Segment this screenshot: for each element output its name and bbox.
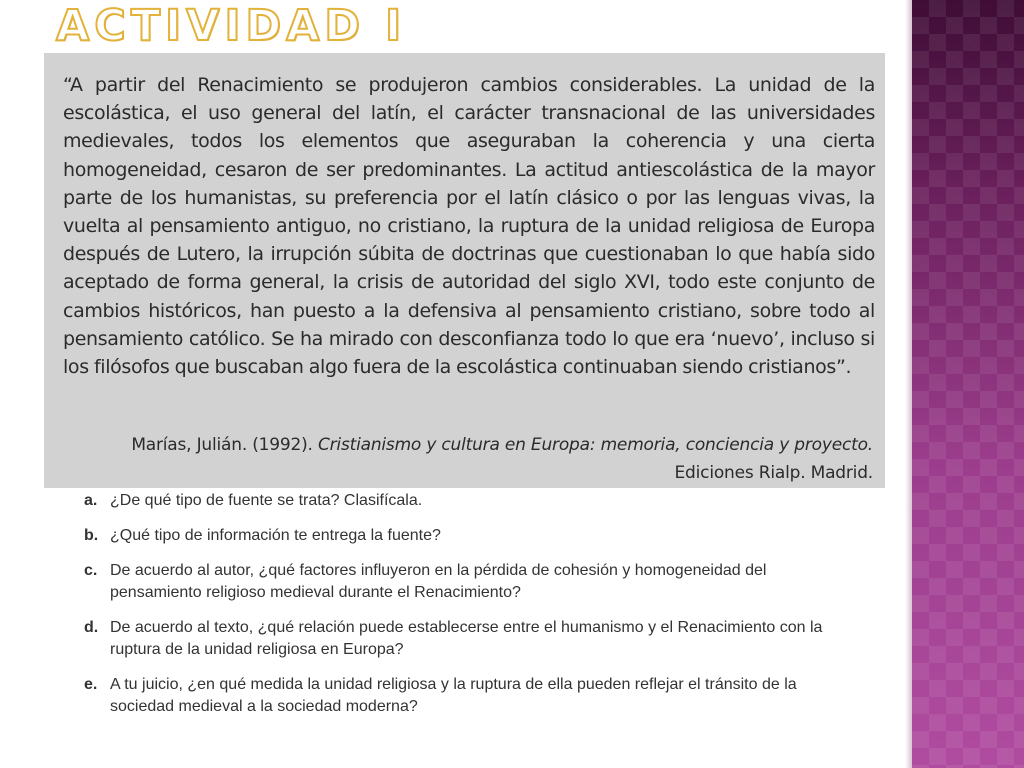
question-letter: b. <box>84 527 99 544</box>
citation-publisher: Ediciones Rialp. Madrid. <box>674 463 873 483</box>
citation <box>113 431 873 487</box>
question-b <box>84 525 844 547</box>
slide-title: ACTIVIDAD I <box>56 1 407 51</box>
question-text: A tu juicio, ¿en qué medida la unidad religiosa y la ruptura de ella pueden reflejar el tránsito de la sociedad medieval a la sociedad moderna? <box>110 676 797 715</box>
quote-box <box>44 53 885 488</box>
question-text: ¿De qué tipo de fuente se trata? Clasifícala. <box>110 492 423 509</box>
question-text: De acuerdo al texto, ¿qué relación puede establecerse entre el humanismo y el Renacimiento con la ruptura de la unidad religiosa en Europa? <box>110 619 823 658</box>
question-list <box>84 490 844 731</box>
question-e <box>84 674 844 718</box>
question-letter: d. <box>84 619 99 636</box>
question-c <box>84 560 844 604</box>
question-letter: a. <box>84 492 98 509</box>
citation-title: Cristianismo y cultura en Europa: memoria, conciencia y proyecto. <box>317 435 873 455</box>
question-text: ¿Qué tipo de información te entrega la fuente? <box>110 527 441 544</box>
question-letter: c. <box>84 562 98 579</box>
decorative-side-band <box>912 0 1024 768</box>
question-d <box>84 617 844 661</box>
citation-author: Marías, Julián. (1992). <box>131 435 318 455</box>
question-letter: e. <box>84 676 98 693</box>
quote-text: “A partir del Renacimiento se produjeron cambios considerables. La unidad de la escolástica, el uso general del latín, el carácter transnacional de las universidades medievales, todos los elementos que aseguraban la coherencia y una cierta homogeneidad, cesaron de ser predominantes. La actitud antiescolástica de la mayor parte de los humanistas, su preferencia por el latín clásico o por las lenguas vivas, la vuelta al pensamiento antiguo, no cristiano, la ruptura de la unidad religiosa de Europa después de Lutero, la irrupción súbita de doctrinas que cuestionaban lo que había sido aceptado de forma general, la crisis de autoridad del siglo XVI, todo este conjunto de cambios históricos, han puesto a la defensiva al pensamiento cristiano, sobre todo al pensamiento católico. Se ha mirado con desconfianza todo lo que era ‘nuevo’, incluso si los filósofos que buscaban algo fuera de la escolástica continuaban siendo cristianos”. <box>63 74 875 379</box>
question-text: De acuerdo al autor, ¿qué factores influyeron en la pérdida de cohesión y homogeneidad del pensamiento religioso medieval durante el Renacimiento? <box>110 562 767 601</box>
side-band-edge <box>905 0 912 768</box>
question-a <box>84 490 844 512</box>
